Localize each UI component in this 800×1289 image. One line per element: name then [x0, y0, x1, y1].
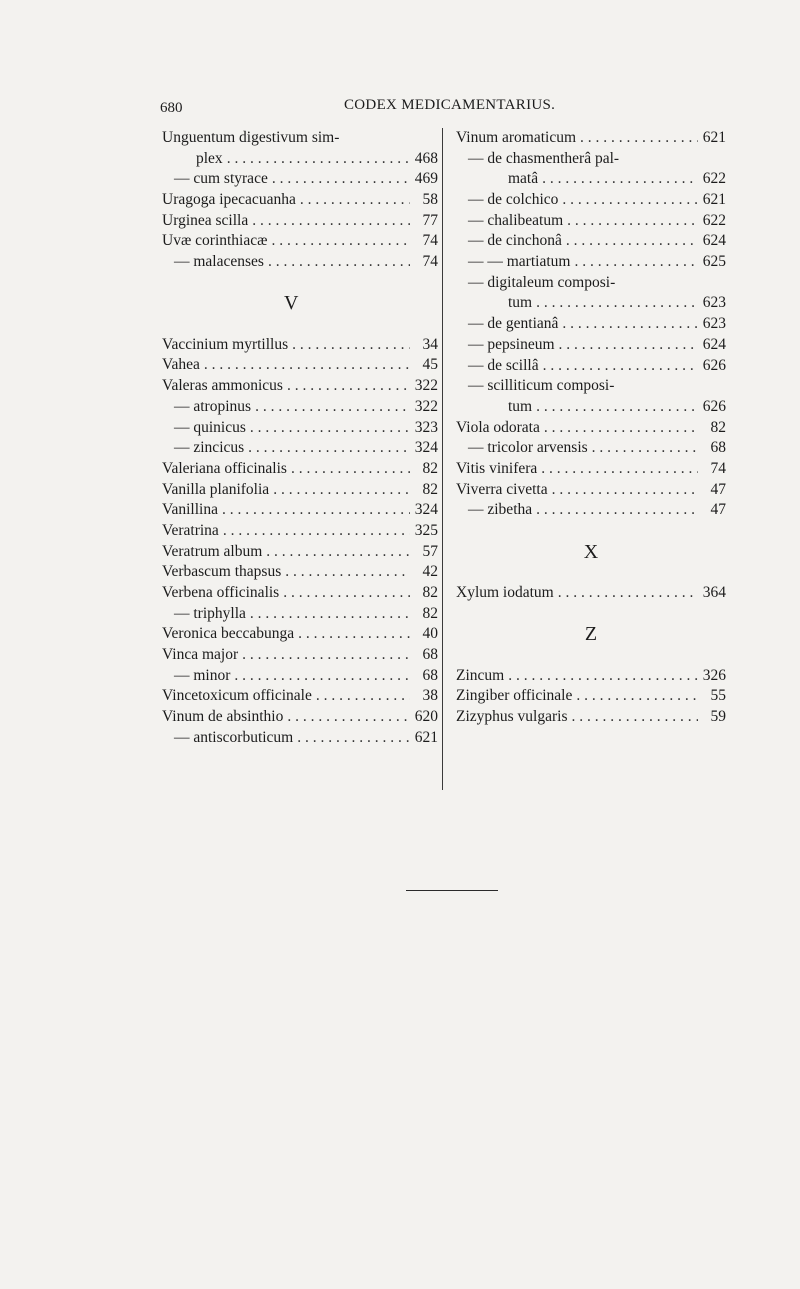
entry-term: — de chasmentherâ pal- — [468, 149, 620, 167]
leader-dots — [223, 521, 410, 542]
page-reference: 47 — [710, 501, 726, 519]
index-entry — [456, 418, 726, 439]
page-reference: 45 — [422, 356, 438, 374]
page-reference: 624 — [702, 232, 726, 250]
index-group-x — [456, 583, 726, 604]
leader-dots — [287, 376, 410, 397]
page-reference: 57 — [422, 542, 438, 560]
section-letter-x: X — [583, 540, 599, 563]
page-reference: 68 — [422, 666, 438, 684]
entry-term: Valeras ammonicus — [162, 377, 283, 395]
index-entry — [162, 335, 438, 356]
leader-dots — [297, 728, 410, 749]
leader-dots — [536, 293, 698, 314]
leader-dots — [562, 190, 698, 211]
page-reference: 55 — [710, 687, 726, 705]
leader-dots — [300, 190, 410, 211]
index-entry — [162, 418, 438, 439]
entry-term: Uvæ corinthiacæ — [162, 232, 268, 250]
right-column — [456, 128, 726, 728]
leader-dots — [559, 335, 698, 356]
entry-term: — chalibeatum — [468, 211, 564, 229]
page-reference: 626 — [702, 356, 726, 374]
page-reference: 42 — [422, 563, 438, 581]
page-reference: 621 — [702, 128, 726, 146]
entry-term: — — martiatum — [468, 253, 571, 271]
leader-dots — [580, 128, 698, 149]
entry-term: Viverra civetta — [456, 480, 548, 498]
leader-dots — [508, 666, 698, 687]
entry-term: — digitaleum composi- — [468, 273, 616, 291]
section-letter-v: V — [284, 292, 299, 315]
leader-dots — [255, 397, 410, 418]
entry-term: — zincicus — [174, 439, 245, 457]
entry-term: Valeriana officinalis — [162, 459, 287, 477]
index-entry — [162, 645, 438, 666]
running-head: CODEX MEDICAMENTARIUS. — [344, 97, 556, 113]
page-reference: 322 — [414, 377, 438, 395]
page-reference: 74 — [422, 232, 438, 250]
entry-term: — de scillâ — [468, 356, 539, 374]
leader-dots — [248, 438, 410, 459]
entry-term: Vahea — [162, 356, 200, 374]
index-entry — [162, 728, 438, 749]
index-entry — [456, 169, 726, 190]
entry-term: — triphylla — [174, 604, 246, 622]
page-reference: 68 — [710, 439, 726, 457]
page-reference: 82 — [422, 584, 438, 602]
index-entry — [162, 231, 438, 252]
index-entry — [456, 500, 726, 521]
entry-term: Vanilla planifolia — [162, 480, 270, 498]
page-reference: 325 — [414, 521, 438, 539]
entry-term: — de cinchonâ — [468, 232, 562, 250]
page-reference: 82 — [422, 459, 438, 477]
leader-dots — [283, 583, 410, 604]
entry-term: Zizyphus vulgaris — [456, 708, 568, 726]
entry-term: Vinum aromaticum — [456, 128, 577, 146]
leader-dots — [222, 500, 410, 521]
index-entry — [162, 562, 438, 583]
index-entry — [162, 169, 438, 190]
entry-term: Veratrum album — [162, 542, 263, 560]
leader-dots — [292, 335, 410, 356]
index-entry — [456, 397, 726, 418]
entry-term: — malacenses — [174, 253, 264, 271]
index-group-u — [162, 128, 438, 273]
section-letter-z: Z — [584, 623, 598, 646]
end-rule — [406, 890, 498, 891]
index-entry — [456, 294, 726, 315]
leader-dots — [536, 500, 698, 521]
leader-dots — [273, 480, 410, 501]
index-entry — [456, 273, 726, 294]
page-reference: 625 — [702, 253, 726, 271]
index-entry — [456, 335, 726, 356]
page-reference: 468 — [414, 149, 438, 167]
leader-dots — [544, 418, 698, 439]
leader-dots — [566, 231, 698, 252]
leader-dots — [268, 252, 410, 273]
page-reference: 626 — [702, 397, 726, 415]
leader-dots — [242, 645, 410, 666]
entry-term: Vinum de absinthio — [162, 708, 284, 726]
page-reference: 620 — [414, 708, 438, 726]
index-entry — [456, 314, 726, 335]
index-entry — [162, 480, 438, 501]
index-entry — [162, 459, 438, 480]
entry-term: Verbascum thapsus — [162, 563, 282, 581]
entry-term: — zibetha — [468, 501, 533, 519]
leader-dots — [543, 356, 698, 377]
entry-term: — de colchico — [468, 191, 559, 209]
entry-term: Viola odorata — [456, 418, 540, 436]
entry-term: — antiscorbuticum — [174, 728, 294, 746]
leader-dots — [271, 231, 410, 252]
column-divider — [442, 128, 443, 790]
page-reference: 82 — [422, 604, 438, 622]
index-entry — [162, 707, 438, 728]
index-group-z — [456, 666, 726, 728]
index-entry — [162, 604, 438, 625]
leader-dots — [204, 355, 410, 376]
leader-dots — [552, 480, 698, 501]
leader-dots — [542, 169, 698, 190]
entry-term: Zingiber officinale — [456, 687, 573, 705]
page-reference: 74 — [422, 253, 438, 271]
index-entry — [162, 542, 438, 563]
leader-dots — [234, 666, 410, 687]
entry-term: plex — [196, 149, 223, 167]
entry-term: — cum styrace — [174, 170, 268, 188]
index-entry — [456, 190, 726, 211]
page-reference: 74 — [710, 459, 726, 477]
page-reference: 624 — [702, 335, 726, 353]
leader-dots — [272, 169, 410, 190]
leader-dots — [316, 686, 410, 707]
index-entry — [456, 707, 726, 728]
index-group-v-left — [162, 335, 438, 749]
page-reference: 469 — [414, 170, 438, 188]
page-reference: 77 — [422, 211, 438, 229]
page-reference: 324 — [414, 439, 438, 457]
index-entry — [162, 438, 438, 459]
leader-dots — [576, 686, 698, 707]
leader-dots — [562, 314, 698, 335]
index-entry — [456, 583, 726, 604]
index-entry — [162, 376, 438, 397]
page-reference: 622 — [702, 211, 726, 229]
leader-dots — [558, 583, 698, 604]
entry-term: — pepsineum — [468, 335, 555, 353]
index-entry — [162, 211, 438, 232]
page-reference: 40 — [422, 625, 438, 643]
entry-term: — quinicus — [174, 418, 246, 436]
index-entry — [162, 128, 438, 149]
page-reference: 59 — [710, 708, 726, 726]
page-reference: 58 — [422, 191, 438, 209]
leader-dots — [250, 418, 410, 439]
page-reference: 47 — [710, 480, 726, 498]
index-entry — [456, 480, 726, 501]
index-entry — [456, 376, 726, 397]
entry-term: tum — [508, 294, 533, 312]
page-reference: 621 — [702, 191, 726, 209]
leader-dots — [291, 459, 410, 480]
entry-term: — atropinus — [174, 397, 252, 415]
entry-term: Verbena officinalis — [162, 584, 280, 602]
entry-term: Veronica beccabunga — [162, 625, 295, 643]
page-reference: 68 — [422, 646, 438, 664]
index-entry — [456, 128, 726, 149]
index-entry — [162, 356, 438, 377]
page-reference: 623 — [702, 294, 726, 312]
entry-term: Urginea scilla — [162, 211, 249, 229]
index-entry — [162, 397, 438, 418]
page-reference: 322 — [414, 397, 438, 415]
entry-term: Uragoga ipecacuanha — [162, 191, 296, 209]
entry-term: — scilliticum composi- — [468, 377, 615, 395]
page-reference: 623 — [702, 315, 726, 333]
leader-dots — [287, 707, 410, 728]
index-entry — [162, 521, 438, 542]
entry-term: Unguentum digestivum sim- — [162, 128, 340, 146]
index-entry — [162, 252, 438, 273]
entry-term: Veratrina — [162, 521, 219, 539]
page-reference: 34 — [422, 335, 438, 353]
index-group-v-right — [456, 128, 726, 521]
page-reference: 82 — [710, 418, 726, 436]
leader-dots — [252, 211, 410, 232]
page-reference: 323 — [414, 418, 438, 436]
entry-term: — minor — [174, 666, 231, 684]
leader-dots — [250, 604, 410, 625]
index-entry — [456, 438, 726, 459]
entry-term: — tricolor arvensis — [468, 439, 588, 457]
entry-term: Xylum iodatum — [456, 584, 554, 602]
index-entry — [162, 687, 438, 708]
entry-term: Vaccinium myrtillus — [162, 335, 289, 353]
entry-term: tum — [508, 397, 533, 415]
index-entry — [456, 666, 726, 687]
page-number: 680 — [160, 100, 183, 116]
leader-dots — [592, 438, 698, 459]
entry-term: — de gentianâ — [468, 315, 559, 333]
index-entry — [456, 686, 726, 707]
page-reference: 326 — [702, 666, 726, 684]
index-entry — [162, 190, 438, 211]
page-reference: 82 — [422, 480, 438, 498]
index-entry — [456, 252, 726, 273]
leader-dots — [574, 252, 698, 273]
index-entry — [456, 149, 726, 170]
leader-dots — [298, 624, 410, 645]
index-entry — [456, 459, 726, 480]
leader-dots — [536, 397, 698, 418]
index-entry — [162, 583, 438, 604]
index-entry — [456, 211, 726, 232]
entry-term: Vincetoxicum officinale — [162, 687, 312, 705]
left-column — [162, 128, 438, 749]
index-entry — [162, 624, 438, 645]
entry-term: Zincum — [456, 666, 505, 684]
entry-term: matâ — [508, 170, 539, 188]
index-entry — [162, 149, 438, 170]
page-reference: 622 — [702, 170, 726, 188]
leader-dots — [567, 211, 698, 232]
leader-dots — [227, 149, 410, 170]
page-reference: 324 — [414, 501, 438, 519]
entry-term: Vitis vinifera — [456, 459, 538, 477]
index-entry — [456, 231, 726, 252]
index-entry — [162, 500, 438, 521]
entry-term: Vinca major — [162, 646, 239, 664]
page-reference: 621 — [414, 728, 438, 746]
leader-dots — [572, 707, 699, 728]
leader-dots — [266, 542, 410, 563]
page-reference: 364 — [702, 584, 726, 602]
leader-dots — [285, 562, 410, 583]
entry-term: Vanillina — [162, 501, 218, 519]
leader-dots — [541, 459, 698, 480]
index-entry — [456, 356, 726, 377]
page-reference: 38 — [422, 687, 438, 705]
index-entry — [162, 666, 438, 687]
